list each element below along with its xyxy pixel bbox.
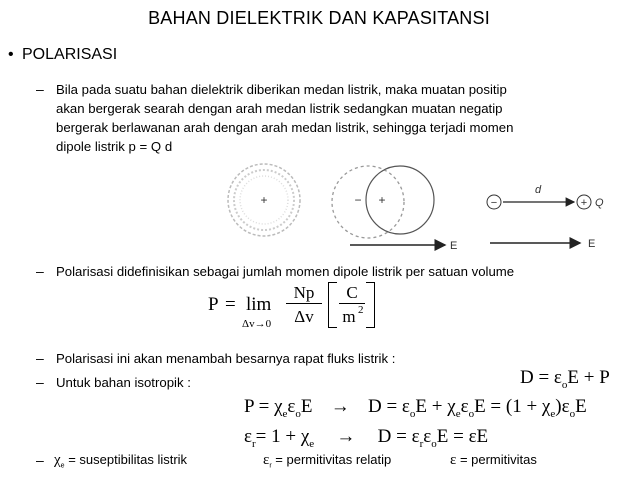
eq-r1-sub-o: o <box>295 407 301 420</box>
eq-numerator: Np <box>286 283 322 304</box>
slide-title: BAHAN DIELEKTRIK DAN KAPASITANSI <box>148 8 490 28</box>
dipole-q-label: Q <box>595 197 604 209</box>
polarized-atom-diagram <box>332 166 457 252</box>
polarized-plus-sign: + <box>378 193 386 207</box>
eq-lim-sub: Δv→0 <box>242 318 272 330</box>
eq-unit-exp: 2 <box>358 304 364 316</box>
footer-chi-symbol: χ <box>54 452 61 468</box>
footer-definitions <box>36 452 596 472</box>
para1-line-2: akan bergerak searah dengan arah medan listrik sedangkan muatan negatip <box>56 101 503 116</box>
eq-r1-sub-o3: o <box>468 407 475 420</box>
equation-isotropic-row-2 <box>244 426 488 450</box>
footer-chi-sub: e <box>60 462 65 470</box>
eq-D-part: D = ε <box>520 367 562 388</box>
para-isotropic <box>36 373 336 393</box>
dash-mark: – <box>36 374 44 390</box>
para1-line-4: dipole listrik p = Q d <box>56 139 173 154</box>
polarization-figure <box>200 160 620 260</box>
eq-r1-sub-e3: e <box>550 407 556 420</box>
eq-bracket-left <box>328 282 337 328</box>
para1-line-1: Bila pada suatu bahan dielektrik diberikan medan listrik, maka muatan positip <box>56 82 507 97</box>
footer-eps <box>450 452 537 469</box>
eq-r2-sub-e: e <box>309 437 315 450</box>
eq-bracket-right <box>366 282 375 328</box>
eq-r2-eps-r: ε <box>244 426 252 447</box>
eq-r2-eps: ε <box>423 426 432 447</box>
eq-r2-arrow: → <box>336 426 356 447</box>
para4-text: Untuk bahan isotropik : <box>56 375 191 390</box>
eq-unit-num: C <box>339 283 365 304</box>
eq-r1-right-a: D = ε <box>368 396 410 417</box>
neutral-atom-diagram <box>228 164 300 236</box>
footer-eps-text: = permitivitas <box>459 452 537 467</box>
eq-lim: lim <box>246 294 272 315</box>
para1-line-3: bergerak berlawanan arah dengan arah medan listrik, sehingga terjadi momen <box>56 120 514 135</box>
eq-r1-E: E <box>300 396 313 417</box>
bullet-polarisasi <box>8 46 117 64</box>
field-label-1: E <box>450 240 458 252</box>
eq-r1-sub-o4: o <box>569 407 576 420</box>
eq-r2-right-a: D = ε <box>377 426 420 447</box>
eq-r1-right-c: E = (1 + χ <box>474 396 551 417</box>
eq-r1-arrow: → <box>330 396 350 417</box>
eq-r1-right-d: )ε <box>555 396 570 417</box>
field-label-2: E <box>588 238 596 250</box>
eq-r1-sub-e: e <box>282 407 288 420</box>
eq-P: P <box>208 294 219 315</box>
bullet-label: POLARISASI <box>22 46 118 63</box>
eq-r2-left-b: = 1 + χ <box>255 426 310 447</box>
footer-chi <box>54 452 187 470</box>
eq-r1-eps: ε <box>287 396 296 417</box>
para-flux-density <box>36 349 636 369</box>
polarized-minus-sign: − <box>354 193 362 207</box>
para2-text: Polarisasi didefinisikan sebagai jumlah momen dipole listrik per satuan volume <box>56 264 515 279</box>
eq-r1-E2: E <box>575 396 587 417</box>
footer-epsr <box>263 452 391 470</box>
dash-mark: – <box>36 350 44 366</box>
bullet-dot: • <box>8 46 14 63</box>
dash-mark: – <box>36 81 44 97</box>
eq-equals: = <box>225 294 236 315</box>
dipole-minus-sign: − <box>490 197 498 209</box>
footer-eps-symbol: ε <box>450 452 457 468</box>
eq-r2-right-b: E = εE <box>436 426 489 447</box>
eq-EP-part: E + P <box>567 367 610 388</box>
eq-r2-sub-o: o <box>431 437 437 450</box>
eq-r1-eps2: ε <box>460 396 469 417</box>
dipole-plus-sign: + <box>580 197 588 209</box>
footer-chi-text: = suseptibilitas listrik <box>68 452 188 467</box>
eq-unit-den: m <box>342 307 356 326</box>
eq-o-sub: o <box>561 378 568 391</box>
dash-mark: – <box>36 263 44 279</box>
eq-r1-right-b: E + χ <box>415 396 456 417</box>
dipole-d-label: d <box>534 184 542 196</box>
eq-r2-sub-r2: r <box>419 437 424 450</box>
para-definition <box>36 80 636 160</box>
para-polarization-def <box>36 262 636 282</box>
eq-r2-sub-r: r <box>251 437 256 450</box>
dipole-diagram <box>487 184 604 250</box>
eq-r1-sub-o2: o <box>409 407 416 420</box>
atom-plus-sign: + <box>260 193 268 207</box>
eq-r1-left: P = χ <box>244 396 283 417</box>
footer-epsr-text: = permitivitas relatip <box>275 452 392 467</box>
footer-epsr-sub: r <box>269 462 272 470</box>
dash-mark: – <box>36 452 44 468</box>
equation-flux-density <box>520 367 610 391</box>
footer-epsr-symbol: ε <box>263 452 270 468</box>
equation-isotropic-row-1 <box>244 396 587 420</box>
eq-denominator: Δv <box>294 307 314 326</box>
para3-text: Polarisasi ini akan menambah besarnya rapat fluks listrik : <box>56 351 396 366</box>
eq-r1-sub-e2: e <box>455 407 461 420</box>
